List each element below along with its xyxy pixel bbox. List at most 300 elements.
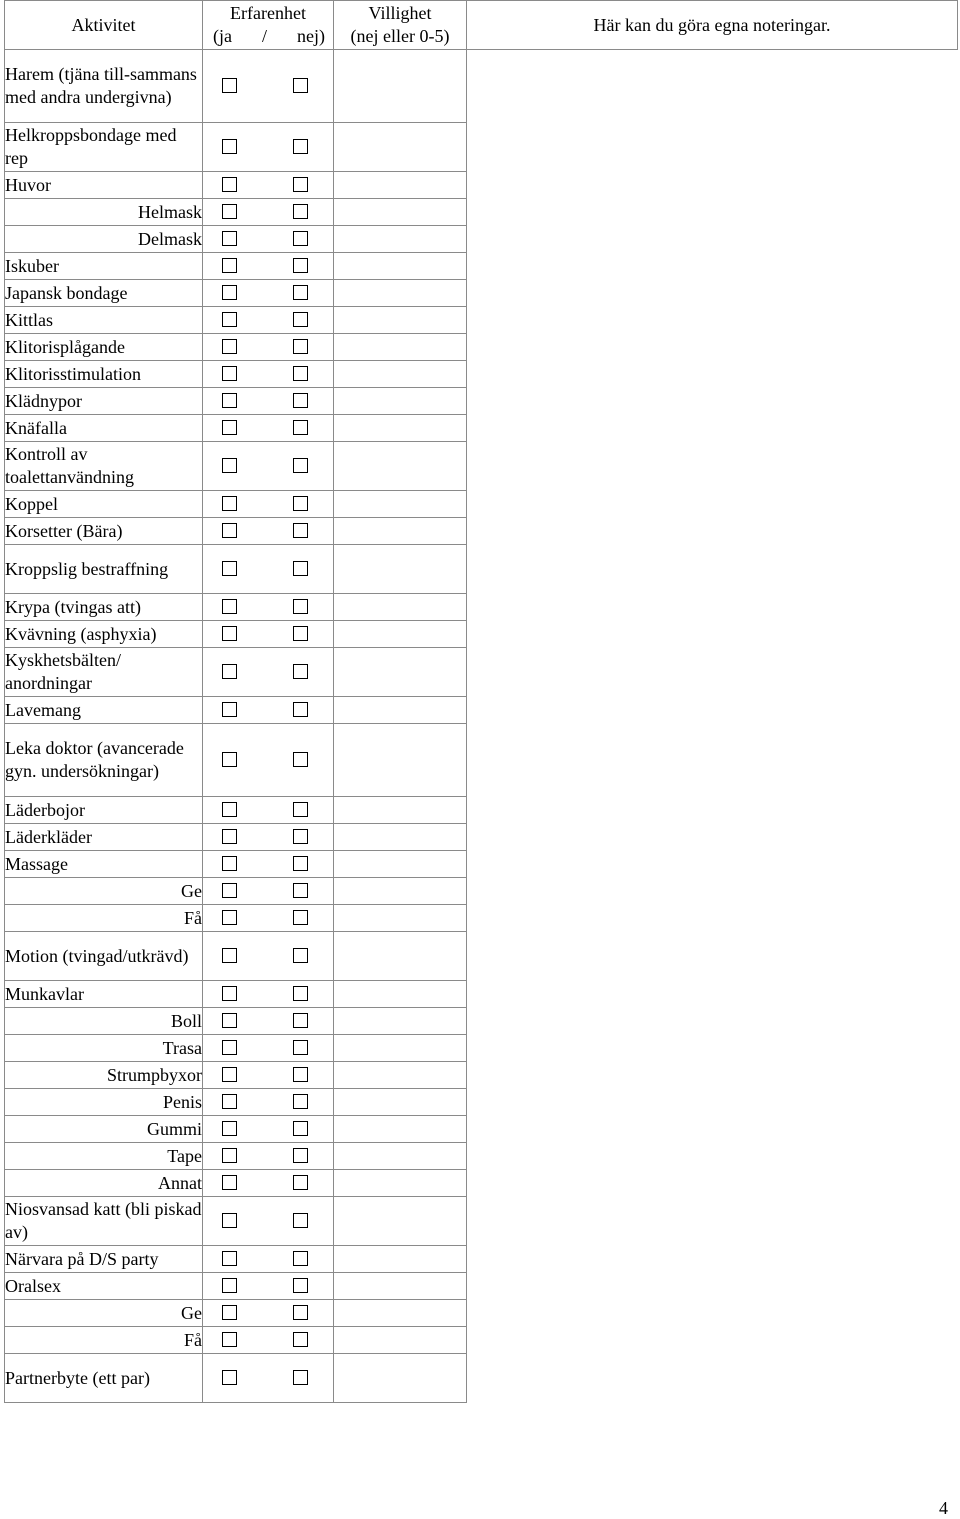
experience-checkboxes [203, 561, 333, 577]
activity-label: Kontroll av toalettanvändning [5, 442, 203, 491]
willingness-field[interactable] [334, 1246, 467, 1273]
experience-cell [203, 307, 334, 334]
experience-yes-checkbox[interactable] [222, 420, 237, 435]
experience-yes-checkbox[interactable] [222, 231, 237, 246]
willingness-field[interactable] [334, 545, 467, 594]
activity-row [5, 361, 958, 388]
experience-no-checkbox[interactable] [293, 285, 308, 300]
sub-activity-label: Få [5, 1327, 203, 1354]
experience-checkboxes [203, 1251, 333, 1267]
activity-row [5, 824, 958, 851]
experience-no-checkbox[interactable] [293, 177, 308, 192]
experience-cell [203, 1035, 334, 1062]
experience-yes-checkbox[interactable] [222, 599, 237, 614]
activity-label: Huvor [5, 172, 203, 199]
experience-checkboxes [203, 339, 333, 355]
experience-no-checkbox[interactable] [293, 986, 308, 1001]
activity-label: Leka doktor (avancerade gyn. undersökningar) [5, 724, 203, 797]
header-row [5, 1, 958, 50]
experience-yes-checkbox[interactable] [222, 139, 237, 154]
activity-row [5, 905, 958, 932]
willingness-field[interactable] [334, 123, 467, 172]
experience-checkboxes [203, 1305, 333, 1321]
experience-yes-checkbox[interactable] [222, 752, 237, 767]
experience-checkboxes [203, 1175, 333, 1191]
activity-row [5, 1089, 958, 1116]
activity-label: Oralsex [5, 1273, 203, 1300]
activity-row [5, 1116, 958, 1143]
experience-no-checkbox[interactable] [293, 702, 308, 717]
willingness-field[interactable] [334, 226, 467, 253]
experience-checkboxes [203, 599, 333, 615]
experience-yes-checkbox[interactable] [222, 948, 237, 963]
activity-row [5, 1246, 958, 1273]
experience-header-options [203, 25, 333, 48]
experience-checkboxes [203, 856, 333, 872]
experience-yes-checkbox[interactable] [222, 204, 237, 219]
experience-no-checkbox[interactable] [293, 1251, 308, 1266]
activity-row [5, 334, 958, 361]
willingness-field[interactable] [334, 1008, 467, 1035]
willingness-header-scale: (nej eller 0-5) [350, 26, 450, 46]
experience-cell [203, 518, 334, 545]
experience-column-header [203, 1, 334, 50]
activity-row [5, 1035, 958, 1062]
willingness-field[interactable] [334, 851, 467, 878]
experience-no-checkbox[interactable] [293, 420, 308, 435]
experience-no-checkbox[interactable] [293, 1148, 308, 1163]
experience-no-checkbox[interactable] [293, 1121, 308, 1136]
experience-cell [203, 1116, 334, 1143]
experience-yes-checkbox[interactable] [222, 561, 237, 576]
experience-no-checkbox[interactable] [293, 458, 308, 473]
willingness-field[interactable] [334, 1089, 467, 1116]
experience-checkboxes [203, 802, 333, 818]
experience-cell [203, 1008, 334, 1035]
willingness-field[interactable] [334, 491, 467, 518]
experience-no-checkbox[interactable] [293, 1175, 308, 1190]
experience-cell [203, 824, 334, 851]
experience-no-checkbox[interactable] [293, 883, 308, 898]
experience-no-checkbox[interactable] [293, 258, 308, 273]
experience-no-checkbox[interactable] [293, 1013, 308, 1028]
activity-label: Klitorisstimulation [5, 361, 203, 388]
experience-cell [203, 878, 334, 905]
willingness-field[interactable] [334, 824, 467, 851]
experience-no-checkbox[interactable] [293, 599, 308, 614]
experience-no-checkbox[interactable] [293, 393, 308, 408]
experience-yes-checkbox[interactable] [222, 458, 237, 473]
notes-header: Här kan du göra egna noteringar. [593, 14, 831, 35]
experience-yes-checkbox[interactable] [222, 312, 237, 327]
activity-label: Harem (tjäna till-sammans med andra undergivna) [5, 50, 203, 123]
activity-row [5, 172, 958, 199]
activity-label: Läderbojor [5, 797, 203, 824]
activity-row [5, 724, 958, 797]
activity-row [5, 1300, 958, 1327]
experience-yes-checkbox[interactable] [222, 802, 237, 817]
sub-activity-label: Helmask [5, 199, 203, 226]
activity-row [5, 545, 958, 594]
willingness-field[interactable] [334, 697, 467, 724]
sub-activity-label: Ge [5, 1300, 203, 1327]
experience-checkboxes [203, 1094, 333, 1110]
activity-row [5, 621, 958, 648]
experience-yes-checkbox[interactable] [222, 1121, 237, 1136]
experience-yes-checkbox[interactable] [222, 285, 237, 300]
experience-yes-checkbox[interactable] [222, 1148, 237, 1163]
experience-checkboxes [203, 393, 333, 409]
experience-checkboxes [203, 258, 333, 274]
experience-header-title: Erfarenhet [230, 3, 306, 23]
experience-no-checkbox[interactable] [293, 1370, 308, 1385]
willingness-field[interactable] [334, 1170, 467, 1197]
experience-no-checkbox[interactable] [293, 856, 308, 871]
experience-cell [203, 697, 334, 724]
experience-no-checkbox[interactable] [293, 752, 308, 767]
activity-row [5, 1197, 958, 1246]
experience-no-checkbox[interactable] [293, 523, 308, 538]
experience-cell [203, 1143, 334, 1170]
experience-yes-checkbox[interactable] [222, 1251, 237, 1266]
activity-row [5, 1354, 958, 1403]
activity-row [5, 878, 958, 905]
willingness-field[interactable] [334, 50, 467, 123]
activity-label: Kyskhetsbälten/ anordningar [5, 648, 203, 697]
experience-no-checkbox[interactable] [293, 231, 308, 246]
willingness-field[interactable] [334, 253, 467, 280]
activity-table [4, 0, 958, 1403]
experience-yes-checkbox[interactable] [222, 883, 237, 898]
experience-cell [203, 981, 334, 1008]
experience-cell [203, 905, 334, 932]
experience-no-checkbox[interactable] [293, 1213, 308, 1228]
activity-row [5, 1170, 958, 1197]
willingness-field[interactable] [334, 361, 467, 388]
experience-cell [203, 1273, 334, 1300]
activity-row [5, 280, 958, 307]
experience-cell [203, 442, 334, 491]
experience-yes-checkbox[interactable] [222, 1305, 237, 1320]
activity-row [5, 123, 958, 172]
willingness-field[interactable] [334, 1327, 467, 1354]
experience-checkboxes [203, 910, 333, 926]
experience-yes-checkbox[interactable] [222, 177, 237, 192]
experience-yes-checkbox[interactable] [222, 910, 237, 925]
willingness-field[interactable] [334, 878, 467, 905]
sub-activity-label: Annat [5, 1170, 203, 1197]
activity-row [5, 442, 958, 491]
activity-label: Motion (tvingad/utkrävd) [5, 932, 203, 981]
activity-label: Helkroppsbondage med rep [5, 123, 203, 172]
experience-no-checkbox[interactable] [293, 802, 308, 817]
experience-no-checkbox[interactable] [293, 312, 308, 327]
willingness-field[interactable] [334, 648, 467, 697]
sub-activity-label: Tape [5, 1143, 203, 1170]
experience-no-checkbox[interactable] [293, 78, 308, 93]
experience-no-checkbox[interactable] [293, 664, 308, 679]
activity-label: Niosvansad katt (bli piskad av) [5, 1197, 203, 1246]
experience-cell [203, 226, 334, 253]
experience-cell [203, 334, 334, 361]
experience-yes-checkbox[interactable] [222, 1040, 237, 1055]
activity-label: Närvara på D/S party [5, 1246, 203, 1273]
willingness-field[interactable] [334, 1300, 467, 1327]
experience-yes-checkbox[interactable] [222, 1370, 237, 1385]
experience-cell [203, 280, 334, 307]
willingness-field[interactable] [334, 797, 467, 824]
activity-label: Japansk bondage [5, 280, 203, 307]
activity-label: Knäfalla [5, 415, 203, 442]
experience-cell [203, 1354, 334, 1403]
page-number: 4 [939, 1498, 948, 1518]
activity-row [5, 199, 958, 226]
activity-label: Iskuber [5, 253, 203, 280]
experience-cell [203, 1327, 334, 1354]
experience-checkboxes [203, 312, 333, 328]
experience-yes-checkbox[interactable] [222, 856, 237, 871]
willingness-field[interactable] [334, 442, 467, 491]
experience-yes-checkbox[interactable] [222, 626, 237, 641]
experience-checkboxes [203, 523, 333, 539]
experience-yes-checkbox[interactable] [222, 829, 237, 844]
experience-header-separator: / [261, 26, 267, 46]
experience-no-checkbox[interactable] [293, 910, 308, 925]
experience-checkboxes [203, 664, 333, 680]
experience-yes-checkbox[interactable] [222, 1094, 237, 1109]
experience-yes-checkbox[interactable] [222, 1013, 237, 1028]
experience-checkboxes [203, 285, 333, 301]
experience-yes-checkbox[interactable] [222, 258, 237, 273]
sub-activity-label: Boll [5, 1008, 203, 1035]
experience-no-checkbox[interactable] [293, 829, 308, 844]
activity-rows [5, 50, 958, 1403]
experience-checkboxes [203, 883, 333, 899]
experience-checkboxes [203, 829, 333, 845]
activity-row [5, 307, 958, 334]
sub-activity-label: Få [5, 905, 203, 932]
activity-row [5, 226, 958, 253]
experience-no-checkbox[interactable] [293, 496, 308, 511]
sub-activity-label: Gummi [5, 1116, 203, 1143]
experience-yes-checkbox[interactable] [222, 78, 237, 93]
experience-checkboxes [203, 496, 333, 512]
experience-no-checkbox[interactable] [293, 1332, 308, 1347]
experience-cell [203, 1170, 334, 1197]
experience-yes-checkbox[interactable] [222, 1067, 237, 1082]
experience-checkboxes [203, 1121, 333, 1137]
experience-checkboxes [203, 1148, 333, 1164]
experience-cell [203, 545, 334, 594]
experience-cell [203, 621, 334, 648]
experience-cell [203, 253, 334, 280]
willingness-field[interactable] [334, 415, 467, 442]
willingness-field[interactable] [334, 1062, 467, 1089]
experience-yes-checkbox[interactable] [222, 1278, 237, 1293]
experience-checkboxes [203, 1013, 333, 1029]
experience-no-checkbox[interactable] [293, 948, 308, 963]
experience-cell [203, 594, 334, 621]
activity-label: Partnerbyte (ett par) [5, 1354, 203, 1403]
experience-cell [203, 1089, 334, 1116]
experience-cell [203, 1062, 334, 1089]
experience-no-checkbox[interactable] [293, 204, 308, 219]
experience-yes-checkbox[interactable] [222, 523, 237, 538]
willingness-field[interactable] [334, 518, 467, 545]
activity-label: Kittlas [5, 307, 203, 334]
experience-header-yes: (ja [213, 26, 232, 46]
experience-checkboxes [203, 1370, 333, 1386]
sub-activity-label: Penis [5, 1089, 203, 1116]
experience-checkboxes [203, 139, 333, 155]
activity-label: Korsetter (Bära) [5, 518, 203, 545]
activity-label: Kvävning (asphyxia) [5, 621, 203, 648]
activity-row [5, 1008, 958, 1035]
experience-checkboxes [203, 948, 333, 964]
experience-cell [203, 388, 334, 415]
activity-column-header: Aktivitet [5, 1, 203, 50]
sub-activity-label: Ge [5, 878, 203, 905]
experience-checkboxes [203, 986, 333, 1002]
activity-label: Krypa (tvingas att) [5, 594, 203, 621]
experience-cell [203, 724, 334, 797]
activity-row [5, 932, 958, 981]
activity-label: Lavemang [5, 697, 203, 724]
experience-yes-checkbox[interactable] [222, 339, 237, 354]
sub-activity-label: Delmask [5, 226, 203, 253]
activity-row [5, 648, 958, 697]
experience-yes-checkbox[interactable] [222, 664, 237, 679]
experience-no-checkbox[interactable] [293, 626, 308, 641]
activity-label: Munkavlar [5, 981, 203, 1008]
activity-row [5, 491, 958, 518]
activity-label: Massage [5, 851, 203, 878]
experience-cell [203, 1300, 334, 1327]
experience-checkboxes [203, 366, 333, 382]
experience-checkboxes [203, 420, 333, 436]
activity-label: Klädnypor [5, 388, 203, 415]
experience-checkboxes [203, 702, 333, 718]
experience-yes-checkbox[interactable] [222, 393, 237, 408]
willingness-field[interactable] [334, 307, 467, 334]
experience-checkboxes [203, 626, 333, 642]
willingness-field[interactable] [334, 199, 467, 226]
experience-no-checkbox[interactable] [293, 339, 308, 354]
activity-row [5, 1273, 958, 1300]
willingness-field[interactable] [334, 981, 467, 1008]
experience-cell [203, 172, 334, 199]
activity-row [5, 415, 958, 442]
experience-cell [203, 932, 334, 981]
experience-cell [203, 1246, 334, 1273]
activity-row [5, 1062, 958, 1089]
experience-no-checkbox[interactable] [293, 139, 308, 154]
activity-label: Kroppslig bestraffning [5, 545, 203, 594]
experience-no-checkbox[interactable] [293, 561, 308, 576]
experience-checkboxes [203, 1278, 333, 1294]
experience-cell [203, 797, 334, 824]
activity-row [5, 1143, 958, 1170]
activity-label: Koppel [5, 491, 203, 518]
experience-no-checkbox[interactable] [293, 1040, 308, 1055]
experience-cell [203, 199, 334, 226]
experience-no-checkbox[interactable] [293, 366, 308, 381]
experience-no-checkbox[interactable] [293, 1278, 308, 1293]
experience-yes-checkbox[interactable] [222, 702, 237, 717]
notes-column[interactable] [467, 1, 958, 50]
activity-row [5, 594, 958, 621]
activity-row [5, 388, 958, 415]
willingness-field[interactable] [334, 1354, 467, 1403]
experience-checkboxes [203, 177, 333, 193]
experience-checkboxes [203, 231, 333, 247]
experience-yes-checkbox[interactable] [222, 366, 237, 381]
experience-cell [203, 851, 334, 878]
willingness-field[interactable] [334, 280, 467, 307]
experience-checkboxes [203, 1213, 333, 1229]
experience-yes-checkbox[interactable] [222, 986, 237, 1001]
experience-cell [203, 361, 334, 388]
activity-row [5, 1327, 958, 1354]
willingness-field[interactable] [334, 1143, 467, 1170]
experience-checkboxes [203, 1067, 333, 1083]
experience-no-checkbox[interactable] [293, 1305, 308, 1320]
willingness-field[interactable] [334, 932, 467, 981]
willingness-field[interactable] [334, 388, 467, 415]
activity-row [5, 253, 958, 280]
experience-header-no: nej) [297, 26, 325, 46]
willingness-column-header [334, 1, 467, 50]
experience-cell [203, 1197, 334, 1246]
willingness-field[interactable] [334, 334, 467, 361]
experience-cell [203, 648, 334, 697]
experience-yes-checkbox[interactable] [222, 1175, 237, 1190]
activity-row [5, 697, 958, 724]
experience-cell [203, 491, 334, 518]
experience-yes-checkbox[interactable] [222, 496, 237, 511]
experience-no-checkbox[interactable] [293, 1067, 308, 1082]
willingness-field[interactable] [334, 905, 467, 932]
sub-activity-label: Strumpbyxor [5, 1062, 203, 1089]
activity-row [5, 518, 958, 545]
experience-cell [203, 50, 334, 123]
experience-cell [203, 415, 334, 442]
activity-row [5, 50, 958, 123]
willingness-field[interactable] [334, 724, 467, 797]
activity-row [5, 797, 958, 824]
experience-checkboxes [203, 458, 333, 474]
sub-activity-label: Trasa [5, 1035, 203, 1062]
willingness-field[interactable] [334, 172, 467, 199]
experience-checkboxes [203, 1332, 333, 1348]
experience-yes-checkbox[interactable] [222, 1213, 237, 1228]
willingness-field[interactable] [334, 1197, 467, 1246]
willingness-field[interactable] [334, 594, 467, 621]
experience-checkboxes [203, 78, 333, 94]
willingness-field[interactable] [334, 1035, 467, 1062]
willingness-field[interactable] [334, 1116, 467, 1143]
willingness-header-title: Villighet [368, 3, 432, 23]
willingness-field[interactable] [334, 621, 467, 648]
experience-checkboxes [203, 752, 333, 768]
willingness-field[interactable] [334, 1273, 467, 1300]
experience-checkboxes [203, 1040, 333, 1056]
activity-label: Läderkläder [5, 824, 203, 851]
experience-checkboxes [203, 204, 333, 220]
experience-no-checkbox[interactable] [293, 1094, 308, 1109]
experience-cell [203, 123, 334, 172]
experience-yes-checkbox[interactable] [222, 1332, 237, 1347]
